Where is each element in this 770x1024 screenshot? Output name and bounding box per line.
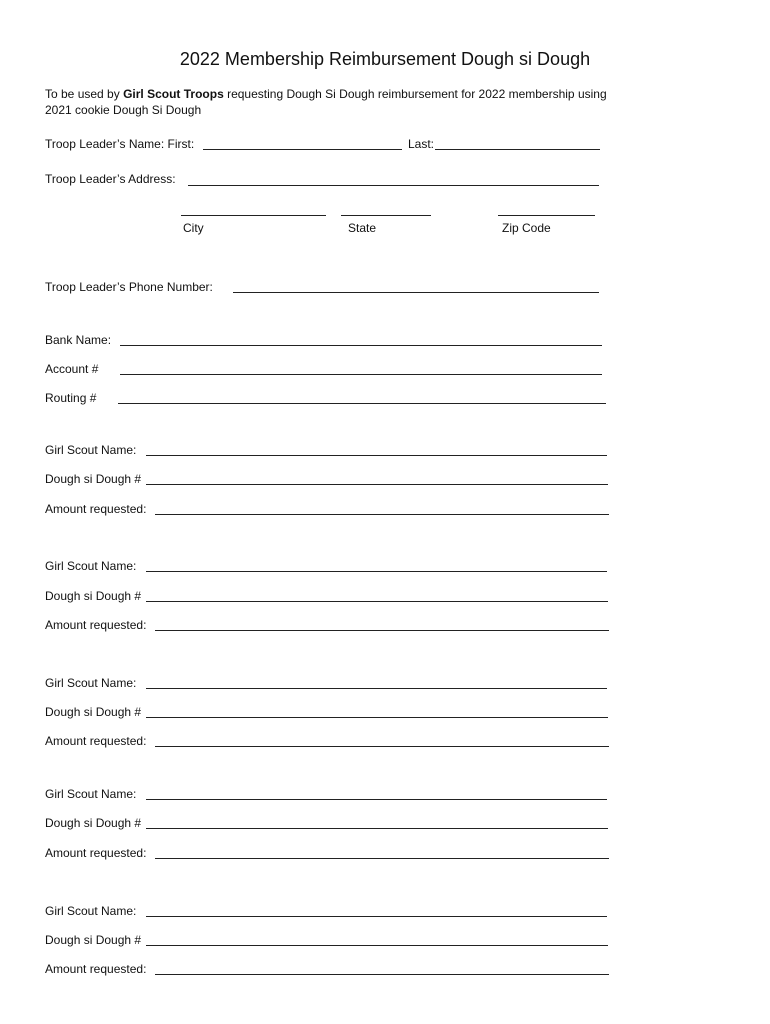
zip-caption: Zip Code: [502, 221, 551, 235]
dsd-number-field[interactable]: [146, 717, 608, 718]
dsd-number-label: Dough si Dough #: [45, 472, 142, 486]
state-field[interactable]: [341, 215, 431, 216]
dsd-number-label: Dough si Dough #: [45, 816, 142, 830]
dsd-number-label: Dough si Dough #: [45, 705, 142, 719]
scout-name-field[interactable]: [146, 799, 607, 800]
scout-name-label: Girl Scout Name:: [45, 443, 137, 457]
bank-name-field[interactable]: [120, 345, 602, 346]
amount-requested-label: Amount requested:: [45, 502, 147, 516]
amount-requested-field[interactable]: [155, 746, 609, 747]
leader-address-label: Troop Leader’s Address:: [45, 172, 176, 186]
leader-address-field[interactable]: [188, 185, 599, 186]
form-title: 2022 Membership Reimbursement Dough si Dough: [179, 49, 591, 69]
intro-suffix: requesting Dough Si Dough reimbursement for 2022 membership using 2021 cookie Dough Si Dough: [45, 87, 607, 117]
dsd-number-field[interactable]: [146, 484, 608, 485]
bank-name-label: Bank Name:: [45, 333, 112, 347]
scout-name-field[interactable]: [146, 688, 607, 689]
routing-field[interactable]: [118, 403, 606, 404]
account-label: Account #: [45, 362, 99, 376]
amount-requested-field[interactable]: [155, 514, 609, 515]
amount-requested-field[interactable]: [155, 630, 609, 631]
dsd-number-field[interactable]: [146, 945, 608, 946]
dsd-number-field[interactable]: [146, 601, 608, 602]
amount-requested-field[interactable]: [155, 974, 609, 975]
state-caption: State: [348, 221, 377, 235]
scout-name-field[interactable]: [146, 571, 607, 572]
dsd-number-label: Dough si Dough #: [45, 589, 142, 603]
intro-prefix: To be used by: [45, 87, 124, 101]
amount-requested-label: Amount requested:: [45, 734, 147, 748]
scout-name-label: Girl Scout Name:: [45, 559, 137, 573]
city-field[interactable]: [181, 215, 326, 216]
zip-field[interactable]: [498, 215, 595, 216]
amount-requested-label: Amount requested:: [45, 846, 147, 860]
scout-name-label: Girl Scout Name:: [45, 676, 137, 690]
scout-name-label: Girl Scout Name:: [45, 787, 137, 801]
dsd-number-field[interactable]: [146, 828, 608, 829]
dsd-number-label: Dough si Dough #: [45, 933, 142, 947]
scout-name-field[interactable]: [146, 916, 607, 917]
routing-label: Routing #: [45, 391, 97, 405]
account-field[interactable]: [120, 374, 602, 375]
leader-last-name-field[interactable]: [435, 149, 600, 150]
leader-phone-field[interactable]: [233, 292, 599, 293]
leader-phone-label: Troop Leader’s Phone Number:: [45, 280, 213, 294]
amount-requested-label: Amount requested:: [45, 618, 147, 632]
scout-name-field[interactable]: [146, 455, 607, 456]
leader-first-name-label: Troop Leader’s Name: First:: [45, 137, 195, 151]
intro-text: [45, 86, 625, 118]
intro-bold: Girl Scout Troops: [123, 87, 224, 101]
city-caption: City: [183, 221, 204, 235]
leader-first-name-field[interactable]: [203, 149, 402, 150]
leader-last-name-label: Last:: [408, 137, 435, 151]
amount-requested-field[interactable]: [155, 858, 609, 859]
amount-requested-label: Amount requested:: [45, 962, 147, 976]
scout-name-label: Girl Scout Name:: [45, 904, 137, 918]
